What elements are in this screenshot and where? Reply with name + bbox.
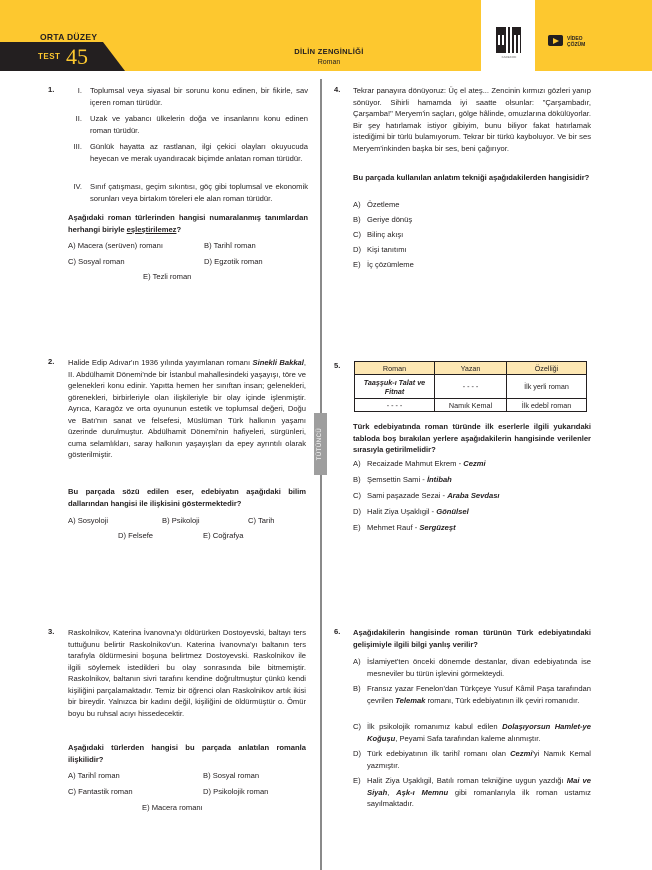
qr-code-icon[interactable]	[496, 27, 521, 53]
q5-table	[354, 361, 587, 412]
q6-option-b[interactable]: B) Fransız yazar Fenelon'dan Türkçeye Yusuf Kâmil Paşa tarafından çevrilen Telemak romanı, Türk edebiyatının ilk çeviri romanıdır.	[353, 684, 591, 705]
q4-option-c[interactable]: C) Bilinç akışı	[353, 230, 404, 239]
test-band	[0, 42, 125, 71]
q6-option-d[interactable]: D) Türk edebiyatının ilk tarihî romanı olan Cezmi'yi Namık Kemal yazmıştır.	[353, 749, 591, 770]
q4-option-d[interactable]: D) Kişi tanıtımı	[353, 245, 407, 254]
q2-option-c[interactable]: C) Tarih	[248, 516, 275, 525]
video-label-line2: ÇÖZÜM	[567, 42, 586, 48]
publisher-side-tab	[314, 413, 327, 475]
question-1-prompt: Aşağıdaki roman türlerinden hangisi numaralanmış tanımlardan herhangi biriyle eşleştirilemez?	[68, 213, 308, 234]
question-4-number: 4.	[334, 85, 341, 94]
q6-option-c[interactable]: C) İlk psikolojik romanımız kabul edilen Dolaşıyorsun Hamlet-ye Koğuşu, Peyami Safa tarafından kaleme alınmıştır.	[353, 722, 591, 743]
q5-option-d[interactable]: D) Halit Ziya Uşaklıgil - Gönülsel	[353, 507, 469, 516]
table-header: Roman	[355, 362, 435, 375]
table-cell: - - - -	[435, 375, 507, 399]
q1-option-b[interactable]: B) Tarihî roman	[204, 241, 256, 250]
q5-option-e[interactable]: E) Mehmet Rauf - Sergüzeşt	[353, 523, 456, 532]
test-number: 45	[66, 44, 88, 69]
q4-option-b[interactable]: B) Geriye dönüş	[353, 215, 413, 224]
q3-option-d[interactable]: D) Psikolojik roman	[203, 787, 269, 796]
q3-option-b[interactable]: B) Sosyal roman	[203, 771, 260, 780]
video-play-icon[interactable]	[548, 35, 563, 46]
question-5-prompt: Türk edebiyatında roman türünde ilk eserlerle ilgili yukarıdaki tabloda boş bırakılan yerlere aşağıdakilerin hangisinde verilenler sırasıyla getirilmelidir?	[353, 422, 591, 454]
table-header: Yazan	[435, 362, 507, 375]
q6-option-a[interactable]: A) İslamiyet'ten önceki dönemde destanlar, divan edebiyatında ise mesneviler bu türün işlevini görmekteydi.	[353, 657, 591, 678]
side-tab-label: TÜTÜNCÜ	[317, 427, 323, 461]
qr-caption: KAREKOD	[501, 55, 517, 59]
question-6-prompt: Aşağıdakilerin hangisinde roman türünün Türk edebiyatındaki gelişimiyle ilgili bilgi yanlış verilir?	[353, 628, 591, 649]
table-row	[355, 375, 587, 399]
table-row	[355, 399, 587, 412]
q2-option-b[interactable]: B) Psikoloji	[162, 516, 200, 525]
q6-option-e[interactable]: E) Halit Ziya Uşaklıgil, Batılı roman tekniğine uygun yazdığı Mai ve Siyah, Aşk-ı Memnu gibi romanlarıyla ilk roman ustamız sayılmaktadır.	[353, 776, 591, 808]
question-3-prompt: Aşağıdaki türlerden hangisi bu parçada anlatılan romanla ilişkilidir?	[68, 743, 306, 764]
question-2-prompt: Bu parçada sözü edilen eser, edebiyatın aşağıdaki bilim dallarından hangisi ile ilişkisini göstermektedir?	[68, 487, 306, 508]
q5-option-a[interactable]: A) Recaizade Mahmut Ekrem - Cezmi	[353, 459, 486, 468]
table-header-row	[355, 362, 587, 375]
question-3-passage: Raskolnikov, Katerina İvanovna'yı öldürürken Dostoyevski, baltayı ters tuttuğunu belirtir Raskolnikov'un. Katerina İvanovna'yı baltanın ters tarafıyla öldürmesini boşuna belirtmez Dostoyevski. Raskolnikov ile ilgili söylemek istedikleri bu olay sonrasında bile bitmemiştir. Raskolnikov, baltanın sivri tarafını kendine doğrultmuştur çünkü kendi kişiliğini parçalamaktadır. Temiz bir öğrenci olan Raskolnikov artık ikisi bir bireydir. Yalnızca bir kadını değil, kişiliğini de öldürmüştür o. Ömür boyu bu ruhsal acıyı hissedecektir.	[68, 628, 306, 718]
question-5-number: 5.	[334, 361, 341, 370]
q5-option-b[interactable]: B) Şemsettin Sami - İntibah	[353, 475, 452, 484]
table-cell: - - - -	[355, 399, 435, 412]
question-4-passage: Tekrar panayıra dönüyoruz: Üç el ateş... Zencinin kırmızı gözleri yanıp sönüyor. Sihirli hamamda iyi saatte olsunlar: "Çarşambadır, Çarşamba!" Meryem'in saçları, gölge hâlinde, omuzlarına dökülüyorlar. Bir şey hatırlamak istiyor gibiyim, bunu biliyor fakat hatırlamak istediğimi bir türlü bulamıyorum. Tekrar bir türkü kayboluyor. Ve bir ses Meryem'inkinden başka bir ses, beni çağırıyor.	[353, 86, 591, 153]
q3-option-a[interactable]: A) Tarihî roman	[68, 771, 120, 780]
question-2-number: 2.	[48, 357, 55, 366]
video-label-line1: VİDEO	[567, 36, 583, 42]
video-solution-link[interactable]	[567, 36, 585, 48]
table-header: Özelliği	[507, 362, 587, 375]
q1-option-e[interactable]: E) Tezli roman	[143, 272, 192, 281]
question-6-number: 6.	[334, 627, 341, 636]
table-cell: İlk yerli roman	[507, 375, 587, 399]
q2-option-a[interactable]: A) Sosyoloji	[68, 516, 109, 525]
test-label: TEST	[38, 52, 61, 61]
question-4-prompt: Bu parçada kullanılan anlatım tekniği aşağıdakilerden hangisidir?	[353, 173, 590, 182]
table-cell: Namık Kemal	[435, 399, 507, 412]
difficulty-level: ORTA DÜZEY	[40, 32, 98, 42]
table-cell: İlk edebî roman	[507, 399, 587, 412]
q3-option-e[interactable]: E) Macera romanı	[142, 803, 203, 812]
table-cell: Taaşşuk-ı Talat ve Fitnat	[355, 375, 435, 399]
q4-option-a[interactable]: A) Özetleme	[353, 200, 400, 209]
q1-option-a[interactable]: A) Macera (serüven) romanı	[68, 241, 163, 250]
question-2-passage: Halide Edip Adıvar'ın 1936 yılında yayımlanan romanı Sinekli Bakkal, II. Abdülhamit Dönemi'nde bir İstanbul mahallesindeki yaşayışı, töre ve gelenekleri konu edinir. Yapıtta hemen her sınıftan insan; gelenekleri, görenekleri, birbirleriyle olan ilişkileriyle bir olay içinde işlenmiştir. Ayrıca, Karagöz ve orta oyununun estetik ve toplumsal değeri, Doğu ve Batı'nın sanat ve felsefesi, Müslüman Türk halkının yaşamı üzerinde durulmuştur. Abdülhamit Dönemi'nin hafiyeleri, sürgünleri, cuma selamlıkları, saray halkının yaşayışları da epey ayrıntılı olarak gösterilmiştir.	[68, 358, 306, 459]
q2-option-d[interactable]: D) Felsefe	[118, 531, 154, 540]
question-1-items: I. Toplumsal veya siyasal bir sorunu konu edinen, bir fikirle, sav içeren roman türüdür. II. Uzak ve yabancı ülkelerin doğa ve insanlarını konu edinen roman türüdür. III. Günlük hayatta az rastlanan, ilgi çekici olayları okuyucuda heyecan ve merak uyandıracak biçimde anlatan roman türüdür. IV. Sınıf çatışması, geçim sıkıntısı, göç gibi toplumsal ve ekonomik sorunları veya birtakım töreleri ele alan roman türüdür.	[73, 86, 308, 203]
q2-option-e[interactable]: E) Coğrafya	[203, 531, 244, 540]
q1-option-c[interactable]: C) Sosyal roman	[68, 257, 125, 266]
q4-option-e[interactable]: E) İç çözümleme	[353, 260, 414, 269]
q5-option-c[interactable]: C) Sami paşazade Sezai - Araba Sevdası	[353, 491, 500, 500]
subtopic-title: Roman	[317, 59, 341, 66]
question-3-number: 3.	[48, 627, 55, 636]
q1-option-d[interactable]: D) Egzotik roman	[204, 257, 263, 266]
topic-title: DİLİN ZENGİNLİĞİ	[294, 47, 364, 56]
question-1-number: 1.	[48, 85, 55, 94]
q3-option-c[interactable]: C) Fantastik roman	[68, 787, 133, 796]
